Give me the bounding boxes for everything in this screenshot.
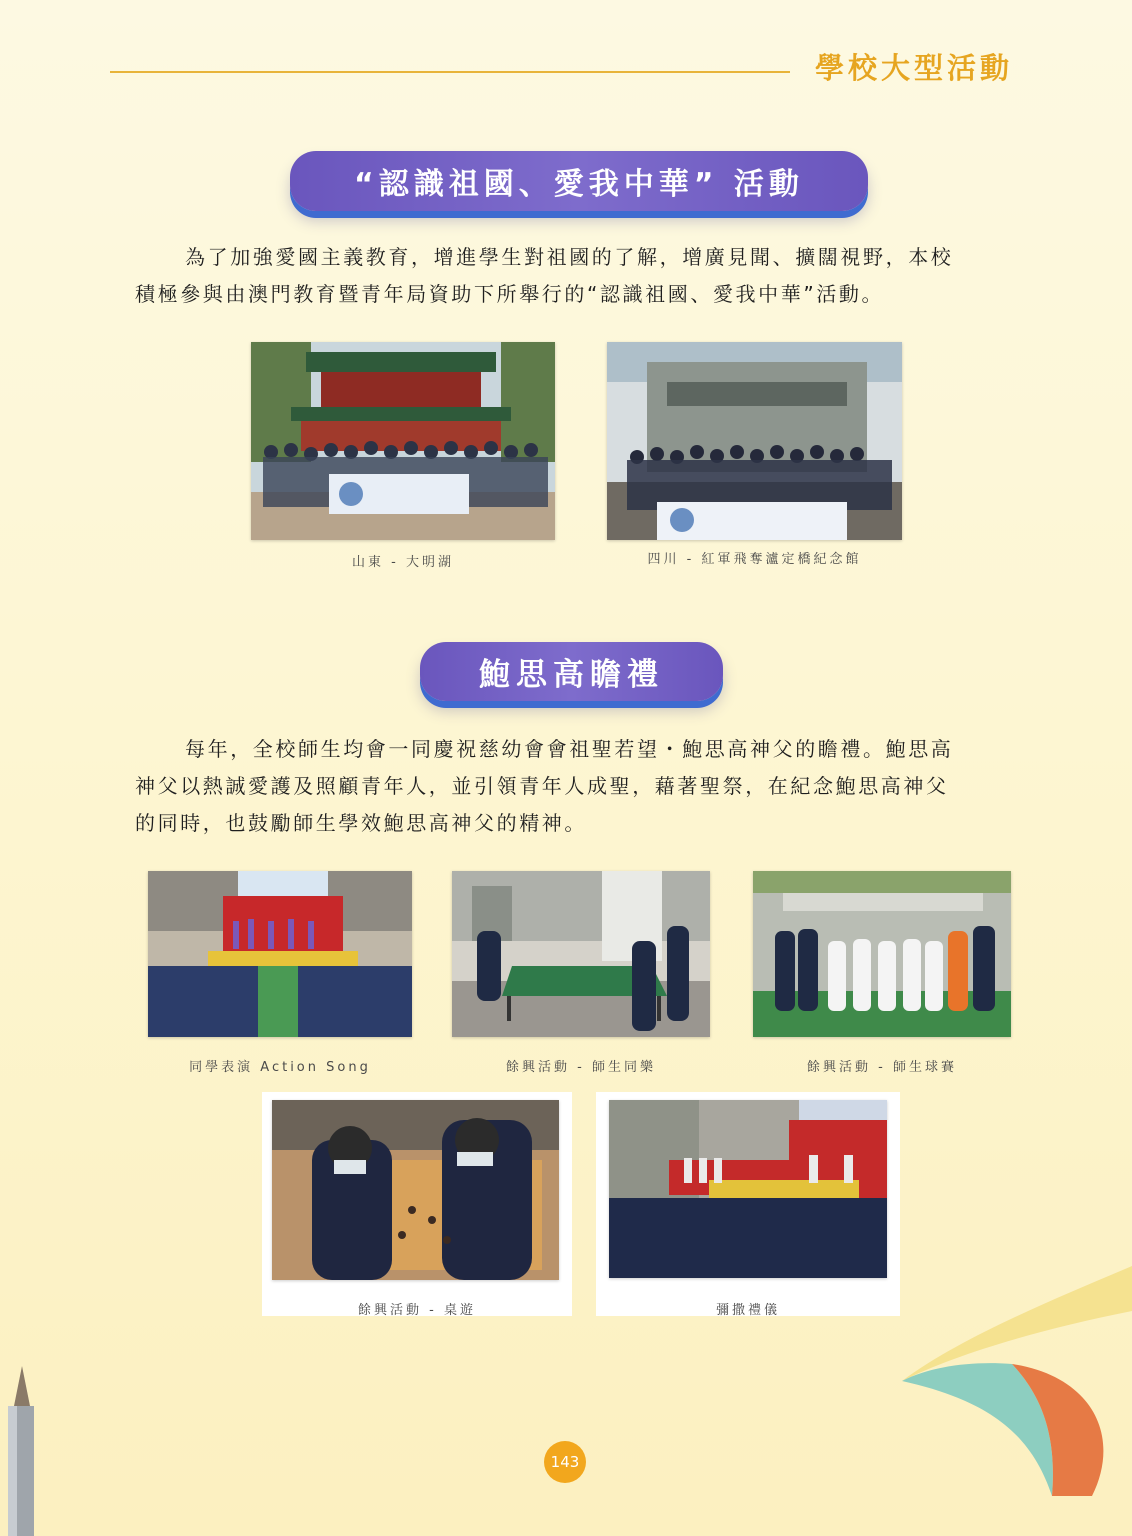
- photo-card-board-games: [262, 1092, 572, 1316]
- photo-caption: 餘興活動 - 師生球賽: [807, 1060, 957, 1075]
- photo-caption: 餘興活動 - 師生同樂: [506, 1060, 656, 1075]
- paragraph-line: 每年，全校師生均會一同慶祝慈幼會會祖聖若望・鮑思高神父的瞻禮。鮑思高: [185, 737, 954, 761]
- pencil-icon: [0, 1366, 40, 1536]
- photo-shandong-daming-lake: [251, 342, 555, 540]
- photo-board-games: [272, 1100, 559, 1280]
- photo-card-mass: [596, 1092, 900, 1316]
- paragraph-line: 為了加強愛國主義教育，增進學生對祖國的了解，增廣見聞、擴闊視野，本校: [185, 245, 954, 269]
- header-divider: [110, 71, 790, 73]
- photo-caption: 同學表演 Action Song: [189, 1060, 371, 1075]
- photo-sichuan-luding-bridge-memorial: [607, 342, 902, 540]
- photo-caption: 餘興活動 - 桌遊: [358, 1303, 476, 1318]
- photo-ball-game: [753, 871, 1011, 1037]
- paragraph-line: 神父以熱誠愛護及照顧青年人，並引領青年人成聖，藉著聖祭，在紀念鮑思高神父: [135, 774, 949, 798]
- paragraph-line: 積極參與由澳門教育暨青年局資助下所舉行的“認識祖國、愛我中華”活動。: [135, 282, 885, 306]
- photo-caption: 四川 - 紅軍飛奪瀘定橋紀念館: [647, 552, 862, 567]
- page-number: 143: [544, 1441, 586, 1483]
- section2-paragraph: [135, 731, 1025, 842]
- section2-title: 鮑思高瞻禮: [420, 642, 723, 701]
- photo-action-song: [148, 871, 412, 1037]
- decorative-ribbon: [892, 1266, 1132, 1496]
- section1-title: “認識祖國、愛我中華” 活動: [290, 151, 868, 211]
- photo-caption: 彌撒禮儀: [715, 1303, 780, 1318]
- section1-paragraph: [135, 239, 1025, 313]
- photo-caption: 山東 - 大明湖: [352, 555, 454, 570]
- section-label: 學校大型活動: [815, 51, 1014, 85]
- photo-table-tennis: [452, 871, 710, 1037]
- photo-mass: [609, 1100, 887, 1278]
- paragraph-line: 的同時，也鼓勵師生學效鮑思高神父的精神。: [135, 811, 587, 835]
